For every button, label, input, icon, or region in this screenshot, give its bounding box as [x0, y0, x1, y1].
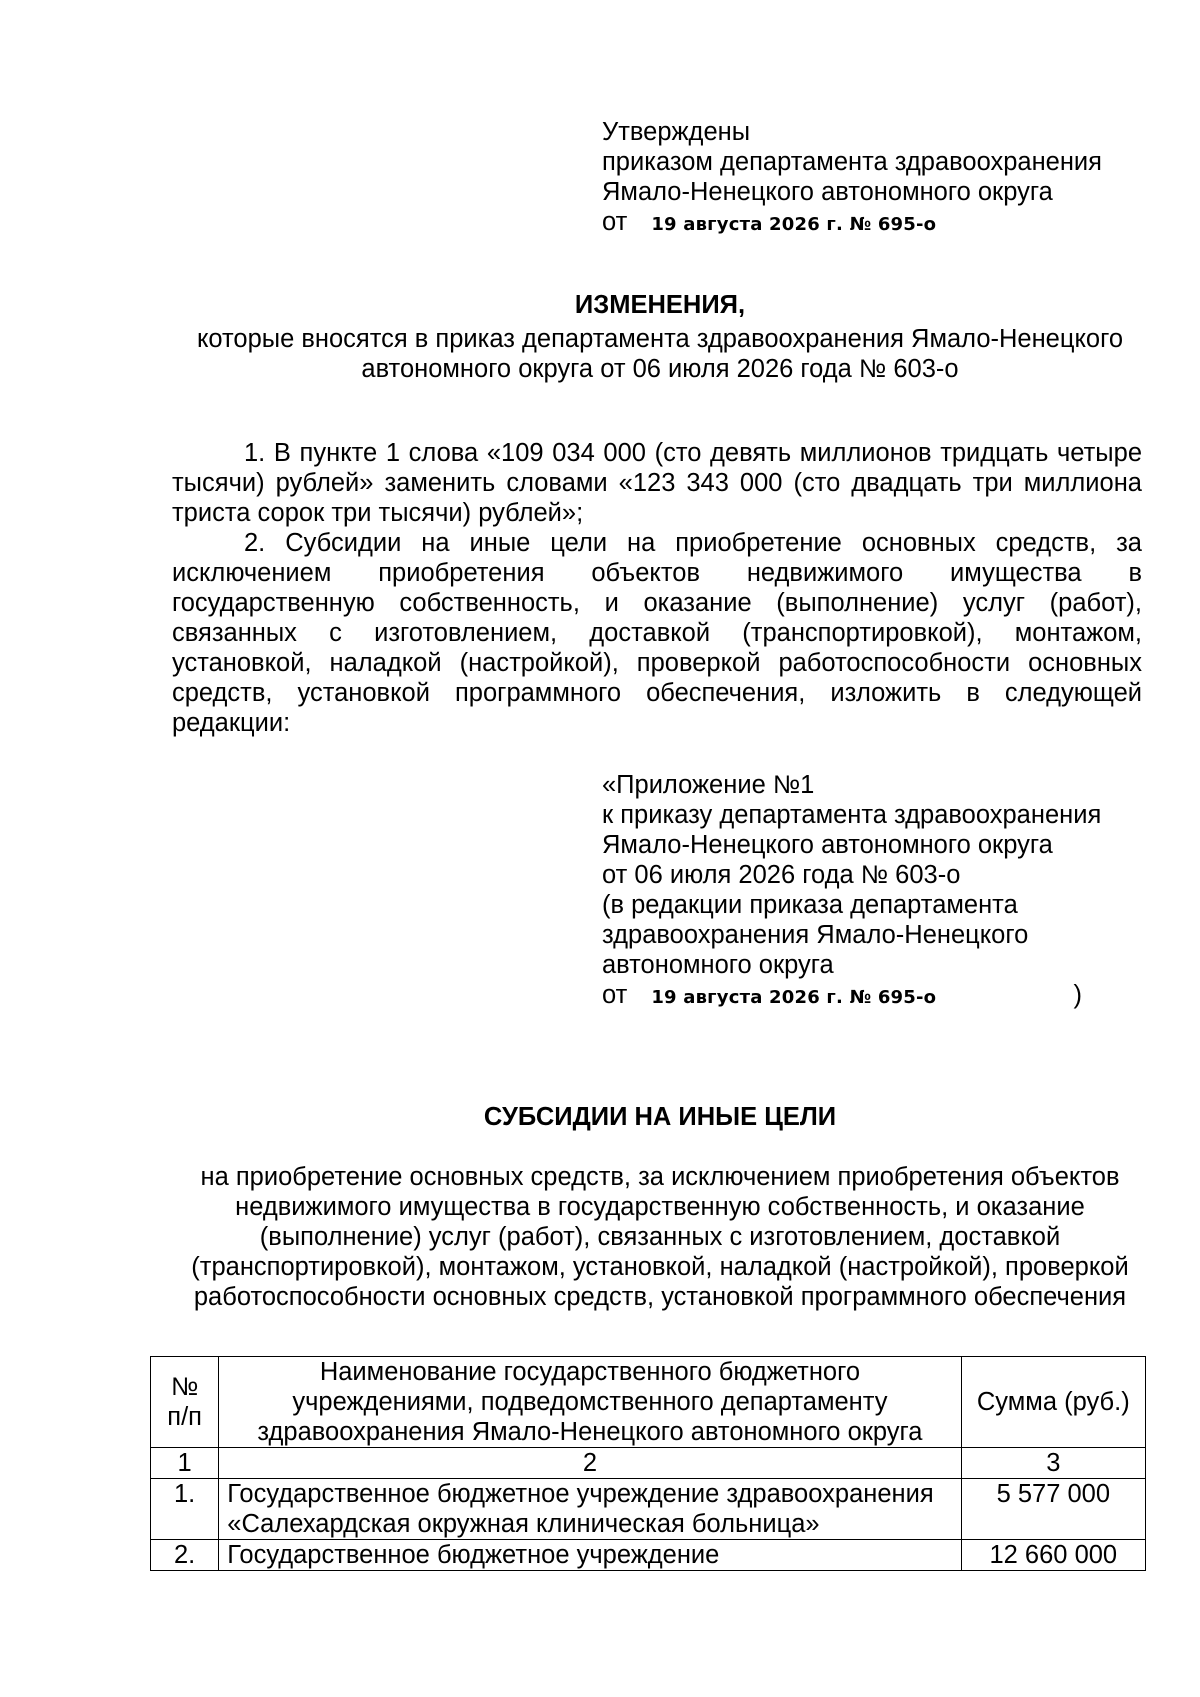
table-row	[151, 1540, 1146, 1571]
date-stamp: 19 августа 2026 г. № 695-о	[651, 987, 937, 1008]
row-num: 2.	[151, 1540, 219, 1571]
changes-heading: ИЗМЕНЕНИЯ,	[574, 291, 746, 319]
appendix-line: здравоохранения Ямало-Ненецкого	[602, 921, 1029, 949]
table-index-row	[151, 1448, 1146, 1479]
date-prefix: от	[602, 208, 628, 236]
row-name: Государственное бюджетное учреждение	[219, 1540, 961, 1571]
paragraph-2: 2. Субсидии на иные цели на приобретение основных средств, за исключением приобретения объектов недвижимого имущества в государственную собственность, и оказание (выполнение) услуг (работ), связанных с изготовлением, доставкой (транспортировкой), монтажом, установкой, наладкой (настройкой), проверкой работоспособности основных средств, установкой программного обеспечения, изложить в следующей редакции:	[172, 529, 1142, 737]
paragraph-1: 1. В пункте 1 слова «109 034 000 (сто девять миллионов тридцать четыре тысячи) рублей» заменить словами «123 343 000 (сто двадцать три миллиона триста сорок три тысячи) рублей»;	[172, 439, 1142, 527]
header-num: № п/п	[151, 1357, 219, 1448]
table-row	[151, 1479, 1146, 1540]
header-sum: Сумма (руб.)	[961, 1357, 1145, 1448]
subsidy-description: на приобретение основных средств, за исключением приобретения объектов недвижимого имущества в государственную собственность, и оказание (выполнение) услуг (работ), связанных с изготовлением, доставкой (транспортировкой), монтажом, установкой, наладкой (настройкой), проверкой работоспособности основных средств, установкой программного обеспечения	[191, 1163, 1129, 1311]
appendix-line: от 06 июля 2026 года № 603-о	[602, 861, 961, 889]
subsidy-title: СУБСИДИИ НА ИНЫЕ ЦЕЛИ	[483, 1103, 837, 1131]
approval-line: Утверждены	[602, 118, 751, 146]
closing-parenthesis: )	[1073, 981, 1082, 1009]
row-sum: 5 577 000	[961, 1479, 1145, 1540]
approval-line: Ямало-Ненецкого автономного округа	[602, 178, 1053, 206]
index-cell: 3	[961, 1448, 1145, 1479]
date-stamp: 19 августа 2026 г. № 695-о	[651, 214, 937, 235]
changes-subtitle: которые вносятся в приказ департамента здравоохранения Ямало-Ненецкого автономного округа от 06 июля 2026 года № 603-о	[196, 325, 1124, 383]
appendix-line: к приказу департамента здравоохранения	[602, 801, 1102, 829]
table-header-row	[151, 1357, 1146, 1448]
approval-date-line	[602, 207, 1162, 240]
approval-block	[602, 117, 1162, 240]
appendix-date-line	[602, 980, 1082, 1013]
row-num: 1.	[151, 1479, 219, 1540]
appendix-block	[602, 770, 1122, 1013]
appendix-line: автономного округа	[602, 951, 834, 979]
changes-title-block	[170, 290, 1150, 384]
index-cell: 2	[219, 1448, 961, 1479]
date-prefix: от	[602, 981, 628, 1009]
appendix-line: «Приложение №1	[602, 771, 815, 799]
row-sum: 12 660 000	[961, 1540, 1145, 1571]
appendix-line: (в редакции приказа департамента	[602, 891, 1018, 919]
header-name: Наименование государственного бюджетного учреждениями, подведомственного департаменту здравоохранения Ямало-Ненецкого автономного округа	[219, 1357, 961, 1448]
body-text	[172, 438, 1142, 738]
approval-line: приказом департамента здравоохранения	[602, 148, 1102, 176]
subsidy-table	[150, 1356, 1146, 1571]
index-cell: 1	[151, 1448, 219, 1479]
row-name: Государственное бюджетное учреждение здравоохранения «Салехардская окружная клиническая больница»	[219, 1479, 961, 1540]
appendix-line: Ямало-Ненецкого автономного округа	[602, 831, 1053, 859]
